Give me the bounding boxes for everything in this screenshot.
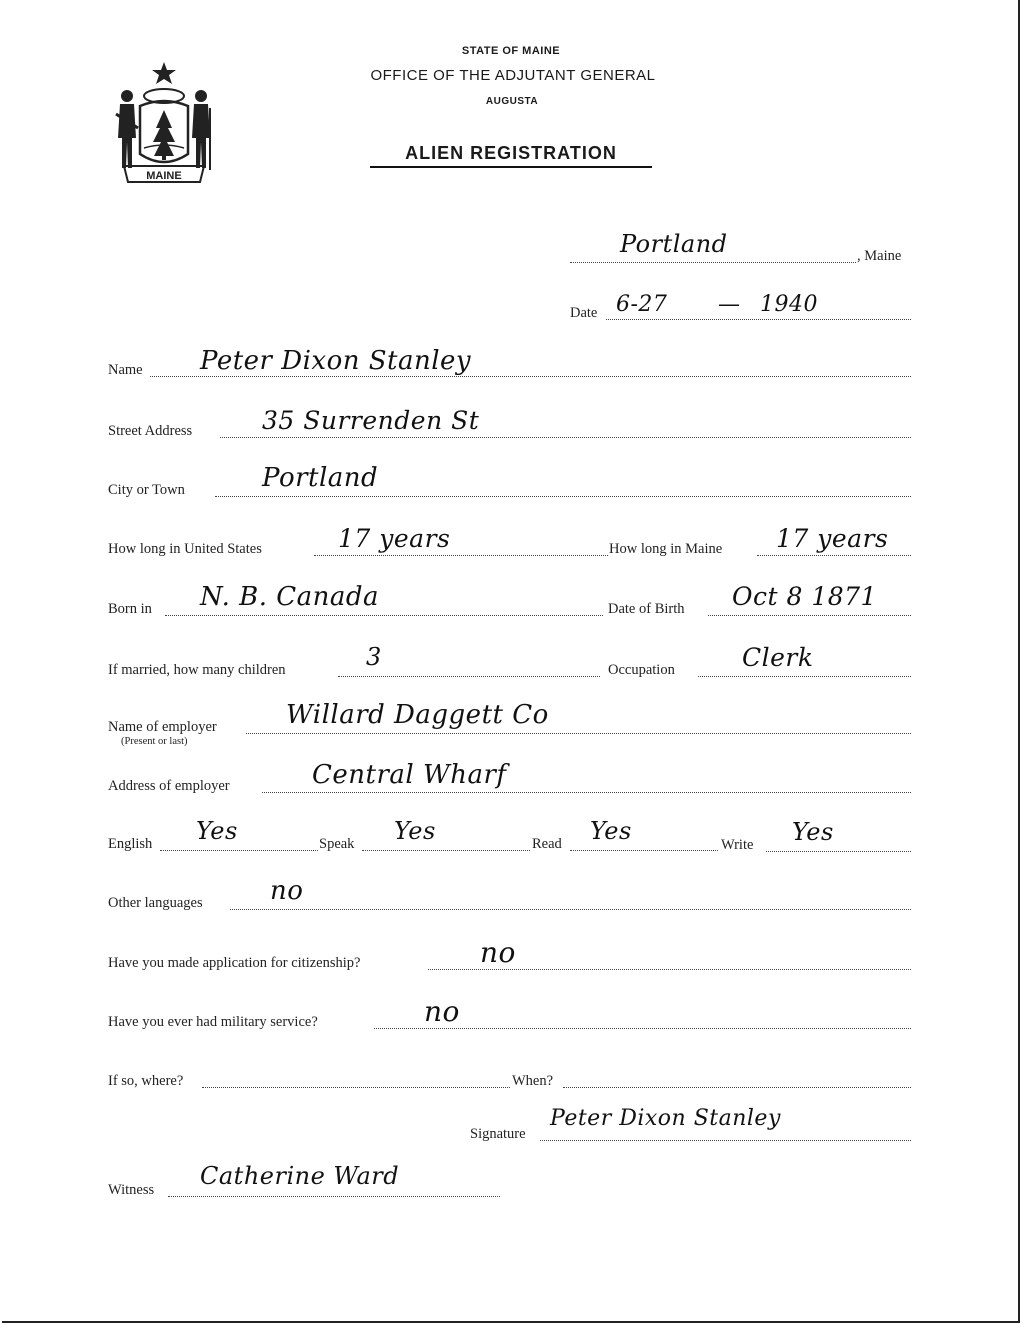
city-value: Portland <box>262 463 379 493</box>
military-line <box>374 1028 911 1029</box>
name-label: Name <box>108 362 143 378</box>
children-label: If married, how many children <box>108 662 286 678</box>
employer-label: Name of employer <box>108 719 217 735</box>
witness-value: Catherine Ward <box>200 1162 400 1190</box>
me-duration-label: How long in Maine <box>609 541 723 557</box>
military-label: Have you ever had military service? <box>108 1014 318 1030</box>
dob-label: Date of Birth <box>608 601 685 617</box>
read-label: Read <box>532 836 562 852</box>
me-duration-value: 17 years <box>776 524 889 553</box>
us-duration-value: 17 years <box>338 524 451 553</box>
employer-sublabel: (Present or last) <box>121 736 188 747</box>
employer-address-line <box>262 792 911 793</box>
when-line <box>563 1087 911 1088</box>
where-label: If so, where? <box>108 1073 184 1089</box>
english-value: Yes <box>196 817 238 845</box>
street-value: 35 Surrenden St <box>262 406 480 435</box>
us-duration-label: How long in United States <box>108 541 262 557</box>
name-line <box>150 376 911 377</box>
write-value: Yes <box>792 818 834 846</box>
date-month-day: 6-27 <box>616 292 668 317</box>
form-title: ALIEN REGISTRATION <box>370 143 652 168</box>
signature-line <box>540 1140 911 1141</box>
location-line <box>570 262 856 263</box>
location-value: Portland <box>620 230 728 258</box>
born-in-value: N. B. Canada <box>200 582 380 612</box>
seal-motto: MAINE <box>146 170 182 182</box>
city-line <box>215 496 911 497</box>
us-duration-line <box>314 555 608 556</box>
office-heading: OFFICE OF THE ADJUTANT GENERAL <box>370 67 656 84</box>
witness-label: Witness <box>108 1182 155 1198</box>
where-line <box>202 1087 510 1088</box>
employer-line <box>246 733 911 734</box>
signature-label: Signature <box>470 1126 526 1142</box>
date-line <box>606 319 911 320</box>
children-value: 3 <box>366 643 382 671</box>
date-year: 1940 <box>760 292 818 317</box>
citizenship-value: no <box>480 936 516 969</box>
employer-address-value: Central Wharf <box>312 760 507 790</box>
military-value: no <box>424 995 460 1028</box>
date-label: Date <box>570 305 598 321</box>
witness-line <box>168 1196 500 1197</box>
speak-line <box>362 850 530 851</box>
street-line <box>220 437 911 438</box>
state-heading: STATE OF MAINE <box>461 45 561 57</box>
city-heading: AUGUSTA <box>485 96 539 107</box>
date-dash: — <box>718 292 741 317</box>
speak-label: Speak <box>319 836 355 852</box>
other-languages-line <box>230 909 911 910</box>
dob-line <box>708 615 911 616</box>
me-duration-line <box>757 555 911 556</box>
employer-value: Willard Daggett Co <box>286 700 549 730</box>
born-in-label: Born in <box>108 601 152 617</box>
read-line <box>570 850 718 851</box>
dob-value: Oct 8 1871 <box>732 582 877 611</box>
born-in-line <box>165 615 603 616</box>
when-label: When? <box>512 1073 554 1089</box>
name-value: Peter Dixon Stanley <box>200 346 472 376</box>
occupation-value: Clerk <box>742 643 814 672</box>
other-languages-label: Other languages <box>108 895 203 911</box>
other-languages-value: no <box>270 876 304 906</box>
write-label: Write <box>721 837 754 853</box>
read-value: Yes <box>590 817 632 845</box>
street-label: Street Address <box>108 423 193 439</box>
citizenship-line <box>428 969 911 970</box>
employer-address-label: Address of employer <box>108 778 230 794</box>
english-label: English <box>108 836 153 852</box>
occupation-label: Occupation <box>608 662 675 678</box>
speak-value: Yes <box>394 817 436 845</box>
children-line <box>338 676 600 677</box>
english-line <box>160 850 318 851</box>
citizenship-label: Have you made application for citizenship? <box>108 955 361 971</box>
occupation-line <box>698 676 911 677</box>
signature-value: Peter Dixon Stanley <box>550 1106 781 1131</box>
write-line <box>766 851 911 852</box>
city-label: City or Town <box>108 482 185 498</box>
location-suffix: , Maine <box>857 248 902 264</box>
